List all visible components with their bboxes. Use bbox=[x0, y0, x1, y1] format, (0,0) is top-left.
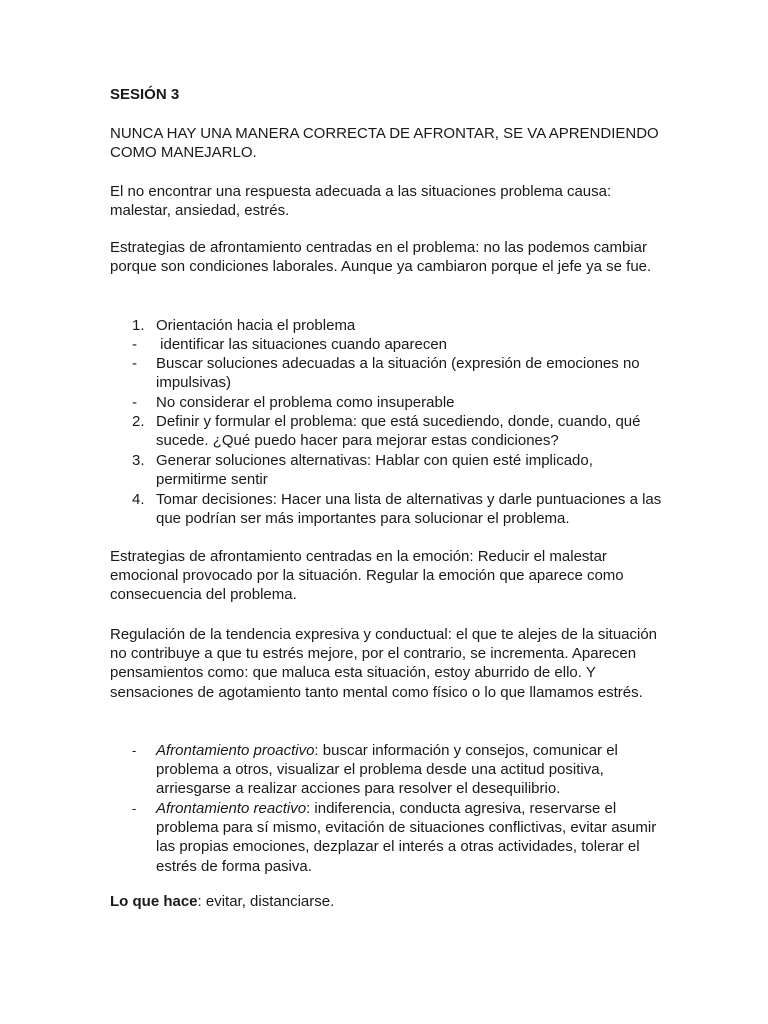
list-item-text: Tomar decisiones: Hacer una lista de alternativas y darle puntuaciones a las que podrían ser más importantes para solucionar el problema. bbox=[156, 491, 662, 528]
paragraph-4: Regulación de la tendencia expresiva y conductual: el que te alejes de la situación no contribuye a que tu estrés mejore, por el contrario, se incrementa. Aparecen pensamientos como: que maluca esta situación, estoy aburrido de ello. Y sensaciones de agotamiento tanto mental como físico o lo que llamamos estrés. bbox=[110, 626, 658, 701]
list-item bbox=[110, 412, 662, 450]
list-item bbox=[110, 393, 662, 412]
list-marker: - bbox=[132, 394, 137, 411]
list-item bbox=[110, 354, 662, 392]
paragraph-1: El no encontrar una respuesta adecuada a las situaciones problema causa: malestar, ansiedad, estrés. bbox=[110, 183, 612, 220]
list-marker: 3. bbox=[132, 452, 145, 469]
paragraph-2: Estrategias de afrontamiento centradas en el problema: no las podemos cambiar porque son condiciones laborales. Aunque ya cambiaron porque el jefe ya se fue. bbox=[110, 239, 652, 276]
list-item-text: identificar las situaciones cuando aparecen bbox=[156, 336, 448, 353]
closing-line bbox=[110, 892, 662, 911]
intro-heading: NUNCA HAY UNA MANERA CORRECTA DE AFRONTAR, SE VA APRENDIENDO COMO MANEJARLO. bbox=[110, 125, 659, 162]
session-title: SESIÓN 3 bbox=[110, 86, 180, 103]
list-item-text bbox=[156, 741, 662, 799]
list-item-text: No considerar el problema como insuperable bbox=[156, 394, 455, 411]
closing-label: Lo que hace bbox=[110, 893, 198, 910]
list-item bbox=[110, 316, 662, 335]
list-item-term: Afrontamiento proactivo bbox=[156, 742, 315, 759]
paragraph-3: Estrategias de afrontamiento centradas en la emoción: Reducir el malestar emocional provocado por la situación. Regular la emoción que aparece como consecuencia del problema. bbox=[110, 548, 624, 604]
list-marker: - bbox=[132, 801, 137, 816]
list-marker: 2. bbox=[132, 413, 145, 430]
list-item-text: Orientación hacia el problema bbox=[156, 317, 356, 334]
list-item-text bbox=[156, 799, 662, 876]
list-item-text: Definir y formular el problema: que está sucediendo, donde, cuando, qué sucede. ¿Qué puedo hacer para mejorar estas condiciones? bbox=[156, 413, 641, 450]
list-item-text: Buscar soluciones adecuadas a la situación (expresión de emociones no impulsivas) bbox=[156, 355, 640, 392]
list-marker: - bbox=[132, 355, 137, 372]
list-marker: - bbox=[132, 336, 137, 353]
list-item-term: Afrontamiento reactivo bbox=[156, 800, 307, 817]
list-marker: 1. bbox=[132, 317, 145, 334]
list-item-text: Generar soluciones alternativas: Hablar con quien esté implicado, permitirme sentir bbox=[156, 452, 593, 489]
list-item bbox=[110, 451, 662, 489]
list-marker: - bbox=[132, 743, 137, 758]
closing-text: : evitar, distanciarse. bbox=[197, 893, 335, 910]
list-item bbox=[110, 741, 662, 799]
list-item bbox=[110, 335, 662, 354]
list-item bbox=[110, 490, 662, 528]
list-item-description: : indiferencia, conducta agresiva, reservarse el problema para sí mismo, evitación de situaciones conflictivas, evitar asumir las propias emociones, dezplazar el interés a otras actividades, tolerar el estrés de forma pasiva. bbox=[156, 800, 657, 875]
list-item bbox=[110, 799, 662, 876]
list-item-description: : buscar información y consejos, comunicar el problema a otros, visualizar el problema desde una actitud positiva, arriesgarse a realizar acciones para resolver el desequilibrio. bbox=[156, 742, 618, 798]
list-marker: 4. bbox=[132, 491, 145, 508]
